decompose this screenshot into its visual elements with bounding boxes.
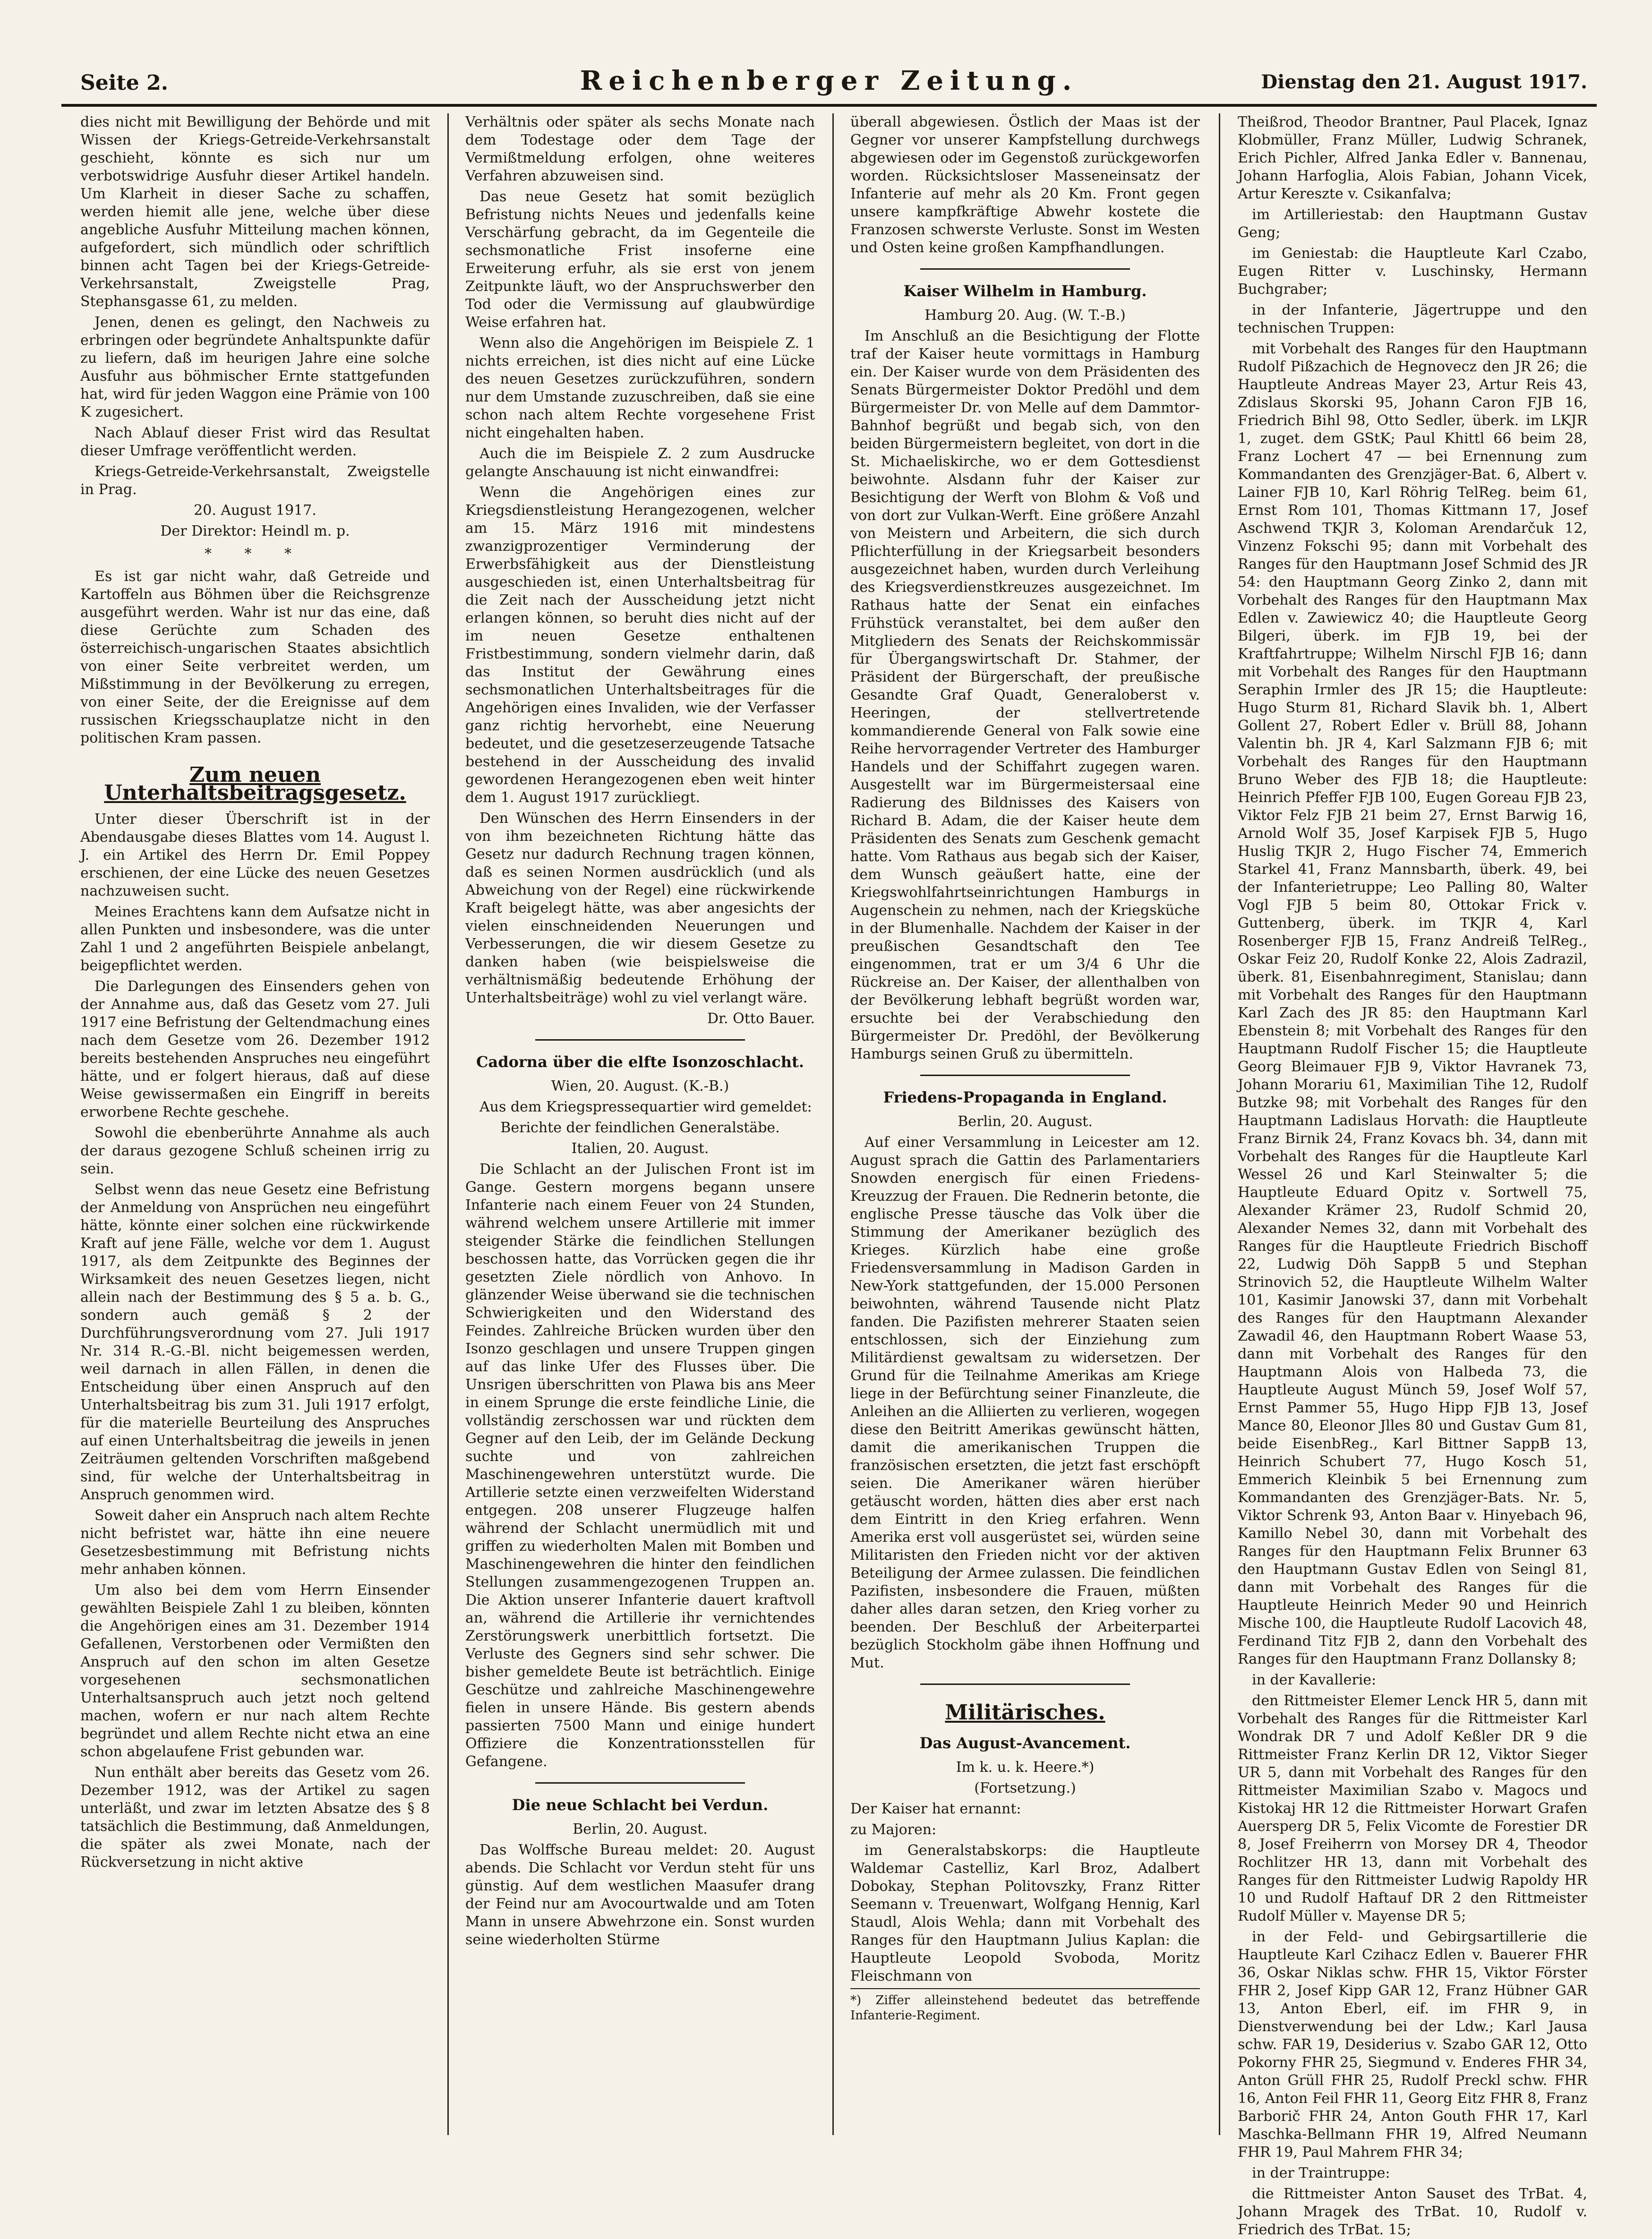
issue-date: Dienstag den 21. August 1917. (1261, 71, 1587, 93)
column-4 (1238, 113, 1587, 2238)
paragraph: Verhältnis oder später als sechs Monate nach dem Todestage oder dem Tage der Vermißtmeldung erfolgen, ohne weiteres Verfahren abzuweisen sind. (465, 114, 815, 184)
footnote: *) Ziffer alleinstehend bedeutet das betreffende Infanterie-Regiment. (850, 1988, 1200, 2023)
paragraph: Meines Erachtens kann dem Aufsatze nicht in allen Punkten und insbesondere, was die unter Zahl 1 und 2 angeführten Beispiele anbelangt, beigepflichtet werden. (80, 904, 430, 974)
column-rule (832, 113, 834, 2135)
paragraph: Das Wolffsche Bureau meldet: 20. August abends. Die Schlacht vor Verdun steht für uns günstig. Auf dem westlichen Maasufer drang der Feind nur am Avocourtwalde und am Toten Mann in unsere Abwehrzone ein. Sonst wurden seine wiederholten Stürme (465, 1842, 815, 1948)
paragraph: dies nicht mit Bewilligung der Behörde und mit Wissen der Kriegs-Getreide-Verkehrsanstalt geschieht, könnte es sich nur um verbotswidrige Ausfuhr dieser Artikel handeln. Um Klarheit in dieser Sache zu schaffen, werden hiemit alle jene, welche über diese angebliche Ausfuhr Mitteilung machen können, aufgefordert, sich mündlich oder schriftlich binnen acht Tagen bei der Kriegs-Getreide-Verkehrsanstalt, Zweigstelle Prag, Stephansgasse 61, zu melden. (80, 114, 430, 310)
author-signature: Dr. Otto Bauer. (707, 1010, 815, 1027)
dateline: Wien, 20. August. (K.-B.) (551, 1078, 729, 1094)
paragraph: Um also bei dem vom Herrn Einsender gewählten Beispiele Zahl 1 zu bleiben, könnten die Angehörigen eines am 31. Dezember 1914 Gefallenen, Verstorbenen oder Vermißten den Anspruch auf den schon im alten Gesetze vorgesehenen sechsmonatlichen Unterhaltsanspruch auch jetzt noch geltend machen, wofern er nur nach altem Rechte begründet und allem Rechte nicht etwa an eine schon abgelaufene Frist gebunden war. (80, 1582, 430, 1760)
paragraph: in der Infanterie, Jägertruppe und den technischen Truppen: (1238, 302, 1587, 336)
column-rule (447, 113, 449, 2135)
page-label: Seite 2. (80, 71, 169, 95)
article-headline: Cadorna über die elfte Isonzoschlacht. (476, 1053, 804, 1071)
paragraph: Soweit daher ein Anspruch nach altem Rechte nicht befristet war, hätte ihn eine neuere Gesetzesbestimmung mit Befristung nichts mehr anhaben können. (80, 1507, 430, 1578)
paragraph: Nach Ablauf dieser Frist wird das Resultat dieser Umfrage veröffentlicht werden. (80, 425, 430, 459)
paragraph: Wenn also die Angehörigen im Beispiele Z. 1 nichts erreichen, ist dies nicht auf eine Lücke des neuen Gesetzes zurückzuführen, sondern nur dem Umstande zuzuschreiben, daß sie eine schon nach altem Rechte vorgesehene Frist nicht eingehalten haben. (465, 335, 815, 441)
paragraph: Jenen, denen es gelingt, den Nachweis zu erbringen oder begründete Anhaltspunkte dafür zu liefern, daß im heurigen Jahre eine solche Ausfuhr aus böhmischer Ernte stattgefunden hat, wird für jeden Waggon eine Prämie von 100 K zugesichert. (80, 314, 430, 420)
paragraph: überall abgewiesen. Östlich der Maas ist der Gegner vor unserer Kampfstellung durchwegs abgewiesen oder im Gegenstoß zurückgeworfen worden. Rücksichtsloser Masseneinsatz der Infanterie auf mehr als 20 Km. Front gegen unsere kampfkräftige Abwehr kostete die Franzosen schwerste Verluste. Sonst im Westen und Osten keine großen Kampfhandlungen. (850, 114, 1200, 256)
paragraph: in der Traintruppe: (1252, 2165, 1390, 2181)
dateline: Italien, 20. August. (571, 1140, 709, 1157)
column-3 (850, 113, 1200, 2135)
article-divider (535, 1782, 745, 1784)
paragraph: Kriegs-Getreide-Verkehrsanstalt, Zweigstelle in Prag. (80, 463, 430, 498)
paragraph: Es ist gar nicht wahr, daß Getreide und Kartoffeln aus Böhmen über die Reichsgrenze ausgeführt werden. Wahr ist nur das eine, daß diese Gerüchte zum Schaden des österreichisch-ungarischen Staates absichtlich von einer Seite verbreitet werden, um Mißstimmung in der Bevölkerung zu erregen, von einer Seite, der die Ereignisse auf dem russischen Kriegsschauplatze nicht in den politischen Kram passen. (80, 568, 430, 746)
newspaper-title: Reichenberger Zeitung. (580, 65, 1079, 96)
article-headline: Die neue Schlacht bei Verdun. (512, 1796, 769, 1814)
column-rule (1219, 113, 1220, 2135)
paragraph: Nun enthält aber bereits das Gesetz vom 26. Dezember 1912, was der Artikel zu sagen unterläßt, und zwar im letzten Absatze des § 8 tatsächlich die Bestimmung, daß Anmeldungen, die später als zwei Monate, nach der Rückversetzung in nicht aktive (80, 1764, 430, 1871)
paragraph: Auf einer Versammlung in Leicester am 12. August sprach die Gattin des Parlamentariers Snowden energisch für einen Friedens-Kreuzzug der Frauen. Die Rednerin betonte, die englische Presse täusche das Volk über die Stimmung der Amerikaner bezüglich des Krieges. Kürzlich habe eine große Friedensversammlung in Madison Garden in New-York stattgefunden, der 15.000 Personen beiwohnten, während Tausende nicht Platz fanden. Die Pazifisten mehrerer Staaten seien entschlossen, sich der Einziehung zum Militärdienst gewaltsam zu widersetzen. Der Grund für die Teilnahme Amerikas am Kriege liege in der Befürchtung seiner Finanzleute, die Anleihen an die Alliierten zu verlieren, wogegen diese den Beitritt Amerikas gewünscht hätten, damit die amerikanischen Truppen die französischen ersetzten, die jetzt fast erschöpft seien. Die Amerikaner wären hierüber getäuscht worden, hätten dies aber erst nach dem Eintritt in den Krieg erfahren. Wenn Amerika erst voll ausgerüstet sei, würden seine Militaristen den Frieden nicht vor der aktiven Beteiligung der Armee zulassen. Die feindlichen Pazifisten, insbesondere die Frauen, müßten daher alles daran setzen, den Krieg vorher zu beenden. Der Beschluß der Arbeiterpartei bezüglich Stockholm gäbe ihnen Hoffnung und Mut. (850, 1134, 1200, 1671)
paragraph: Der Kaiser hat ernannt: (850, 1801, 1021, 1817)
subheading: Im k. u. k. Heere.*) (956, 1759, 1095, 1776)
subheading: Berichte der feindlichen Generalstäbe. (500, 1120, 780, 1136)
column-2 (465, 113, 815, 2135)
article-headline: Kaiser Wilhelm in Hamburg. (903, 282, 1147, 300)
paragraph: mit Vorbehalt des Ranges für den Hauptmann Rudolf Pißzachich de Hegnovecz den JR 26; die Hauptleute Andreas Mayer 23, Artur Reis 43, Zdislaus Skorski 95, Johann Caron FJB 16, Friedrich Bihl 98, Otto Sedler, überk. im LKJR 1, zuget. dem GStK; Paul Khittl 66 beim 28, Franz Lochert 47 — bei Ernennung zum Kommandanten des Grenzjäger-Bat. 6, Albert v. Lainer FJB 10, Karl Röhrig TelReg. beim 61, Ernst Rom 101, Thomas Kittmann 17, Josef Aschwend TKJR 3, Koloman Arendarčuk 12, Vinzenz Fokschi 95; dann mit Vorbehalt des Ranges für den Hauptmann Josef Schmid des JR 54: den Hauptmann Georg Zinko 2, dann mit Vorbehalt des Ranges für den Hauptmann Max Edlen v. Zawiewicz 40; die Hauptleute Georg Bilgeri, überk. im FJB 19, bei der Kraftfahrtruppe; Wilhelm Nirschl FJB 16; dann mit Vorbehalt des Ranges für den Hauptmann Seraphin Irmler des JR 15; die Hauptleute: Hugo Sturm 81, Richard Slavik bh. 1, Albert Gollent 27, Robert Edler v. Brüll 88, Johann Valentin bh. JR 4, Karl Salzmann FJB 6; mit Vorbehalt des Ranges für den Hauptmann Bruno Weber des FJB 18; die Hauptleute: Heinrich Pfeffer FJB 100, Eugen Goreau FJB 23, Viktor Felz FJB 21 beim 27, Ernst Barwig 16, Arnold Wolf 35, Josef Karpisek FJB 5, Hugo Huslig TKJR 2, Hugo Fischer 74, Emmerich Starkel 41, Franz Mannsbarth, überk. 49, bei der Infanterietruppe; Leo Palling 80, Walter Vogl FJB 5 beim 80, Ottokar Frick v. Guttenberg, überk. im TKJR 4, Karl Rosenberger FJB 15, Franz Andreiß TelReg., Oskar Feiz 20, Rudolf Konke 22, Alois Zadrazil, überk. 81, Eisenbahnregiment, Stanislau; dann mit Vorbehalt des Ranges für den Hauptmann Karl Zach des JR 85: den Hauptmann Karl Ebenstein 8; mit Vorbehalt des Ranges für den Hauptmann Rudolf Fischer 15; die Hauptleute Georg Bleimauer FJB 9, Viktor Havranek 73, Johann Morariu 61, Maximilian Tihe 12, Rudolf Butzke 98; mit Vorbehalt des Ranges für den Hauptmann Ladislaus Horvath: die Hauptleute Franz Birnik 24, Franz Kovacs bh. 34, dann mit Vorbehalt des Ranges für die Hauptleute Karl Wessel 26 und Karl Steinwalter 5; die Hauptleute Eduard Opitz v. Sortwell 75, Alexander Krämer 23, Rudolf Schmid 20, Alexander Nemes 32, dann mit Vorbehalt des Ranges für die Hauptleute Friedrich Bischoff 22, Ludwig Döh SappB 5 und Stephan Strinovich 52, die Hauptleute Wilhelm Walter 101, Kasimir Janowski 37, dann mit Vorbehalt des Ranges für den Hauptmann Alexander Zawadil 46, den Hauptmann Robert Waase 53, dann mit Vorbehalt des Ranges für den Hauptmann Alois von Halbeda 73, die Hauptleute August Münch 59, Josef Wolf 57, Ernst Pammer 55, Hugo Hipp FJB 13, Josef Mance 80, Eleonor Jlles 80 und Gustav Gum 81, beide EisenbReg., Karl Bittner SappB 13, Heinrich Schubert 77, Hugo Kosch 51, Emmerich Kleinbik 5 bei Ernennung zum Kommandanten des Grenzjäger-Bats. Nr. 5, Viktor Schrenk 93, Anton Baar v. Hinyebach 96, Kamillo Nebel 30, dann mit Vorbehalt des Ranges für den Hauptmann Felix Brunner 63 den Hauptmann Gustav Edlen von Seingl 81, dann mit Vorbehalt des Ranges für die Hauptleute Heinrich Meder 90 und Heinrich Mische 100, die Hauptleute Rudolf Lacovich 48, Ferdinand Titz FJB 2, dann den Vorbehalt des Ranges für den Hauptmann Franz Dollansky 8; (1238, 341, 1587, 1667)
paragraph: Wenn die Angehörigen eines zur Kriegsdienstleistung Herangezogenen, welcher am 15. März 1916 mit mindestens zwanzigprozentiger Verminderung der Erwerbsfähigkeit aus der Dienstleistung ausgeschieden ist, einen Unterhaltsbeitrag für die Zeit nach der Ausscheidung jetzt nicht erlangen können, so beruht dies nicht auf der im neuen Gesetze enthaltenen Fristbestimmung, sondern vielmehr darin, daß das Institut der Gewährung eines sechsmonatlichen Unterhaltsbeitrages für die Angehörigen eines Invaliden, wie der Verfasser ganz richtig hervorhebt, eine Neuerung bedeutet, und die gesetzeserzeugende Tatsache bestehend in der Ausscheidung des invalid gewordenen Herangezogenen eben weit hinter dem 1. August 1917 zurückliegt. (465, 484, 815, 806)
paragraph: Theißrod, Theodor Brantner, Paul Placek, Ignaz Klobmüller, Franz Müller, Ludwig Schranek, Erich Pichler, Alfred Janka Edler v. Bannenau, Johann Harfoglia, Alois Fabian, Johann Vicek, Artur Kereszte v. Csikanfalva; (1238, 114, 1587, 202)
paragraph: in der Kavallerie: (1252, 1672, 1377, 1688)
article-divider (920, 1684, 1130, 1685)
dateline: 20. August 1917. (194, 502, 317, 519)
paragraph: Die Schlacht an der Julischen Front ist im Gange. Gestern morgens begann unsere Infanterie nach einem Feuer von 24 Stunden, während welchem unsere Artillerie mit immer steigender Stärke die feindlichen Stellungen beschossen hatte, das Vorrücken gegen die ihr gesetzten Ziele nördlich von Anhovo. In glänzender Weise überwand sie die technischen Schwierigkeiten und den Widerstand des Feindes. Zahlreiche Brücken wurden über den Isonzo geschlagen und unsere Truppen gingen auf das linke Ufer des Flusses über. Die Unsrigen überschritten von Plawa bis ans Meer in einem Sprunge die erste feindliche Linie, die vollständig zerschossen war und rückten dem Gegner auf den Leib, der im Gelände Deckung suchte und von zahlreichen Maschinengewehren unterstützt wurde. Die Artillerie setzte einen verzweifelten Widerstand entgegen. 208 unserer Flugzeuge halfen während der Schlacht unermüdlich mit und griffen zu wiederholten Malen mit Bomben und Maschinengewehren die hinter den feindlichen Stellungen zusammengezogenen Truppen an. Die Aktion unserer Infanterie dauert kraftvoll an, während die Artillerie ihr vernichtendes Zerstörungswerk unerbittlich fortsetzt. Die Verluste des Gegners sind sehr schwer. Die bisher gemeldete Beute ist beträchtlich. Einige Geschütze und zahlreiche Maschinengewehre fielen in unsere Hände. Bis gestern abends passierten 7500 Mann und einige hundert Offiziere die Konzentrationsstellen für Gefangene. (465, 1161, 815, 1770)
continuation-note: (Fortsetzung.) (974, 1780, 1076, 1796)
separator-stars: * * * (204, 546, 306, 562)
paragraph: die Rittmeister Anton Sauset des TrBat. 4, Johann Mragek des TrBat. 10, Rudolf v. Friedrich des TrBat. 15; (1238, 2186, 1587, 2238)
column-1 (80, 113, 430, 2135)
paragraph: Sowohl die ebenberührte Annahme als auch der daraus gezogene Schluß scheinen irrig zu sein. (80, 1125, 430, 1177)
article-headline: Zum neuen Unterhaltsbeitragsgesetz. (104, 763, 406, 805)
paragraph: Das neue Gesetz hat somit bezüglich Befristung nichts Neues und jedenfalls keine Verschärfung gebracht, da im Gegenteile die sechsmonatliche Frist insoferne eine Erweiterung erfuhr, als sie erst von jenem Zeitpunkte läuft, wo der Anspruchswerber den Tod oder die Vermissung auf glaubwürdige Weise erfahren hat. (465, 188, 815, 331)
paragraph: im Artilleriestab: den Hauptmann Gustav Geng; (1238, 206, 1587, 241)
section-headline: Militärisches. (945, 1701, 1105, 1725)
article-divider (920, 268, 1130, 270)
dateline: Berlin, 20. August. (573, 1821, 708, 1837)
paragraph: Selbst wenn das neue Gesetz eine Befristung der Anmeldung von Ansprüchen neu eingeführt hätte, könnte einer solchen eine rückwirkende Kraft auf jene Fälle, welche vor dem 1. August 1917, als dem Zeitpunkte des Beginnes der Wirksamkeit des neuen Gesetzes liegen, nicht allein nach der Bestimmung des § 5 a. b. G., sondern auch gemäß § 2 der Durchführungsverordnung vom 27. Juli 1917 Nr. 314 R.-G.-Bl. nicht beigemessen werden, weil darnach in allen Fällen, in denen die Entscheidung über einen Anspruch auf den Unterhaltsbeitrag bis zum 31. Juli 1917 erfolgt, für die materielle Beurteilung des Anspruches auf einen Unterhaltsbeitrag die jeweils in jenen Zeiträumen geltenden Vorschriften maßgebend sind, für welche der Unterhaltsbeitrag in Anspruch genommen wird. (80, 1181, 430, 1503)
paragraph: Aus dem Kriegspressequartier wird gemeldet: (479, 1099, 812, 1115)
signature: Der Direktor: Heindl m. p. (160, 523, 350, 539)
paragraph: im Generalstabskorps: die Hauptleute Waldemar Castelliz, Karl Broz, Adalbert Dobokay, Stephan Politovszky, Franz Ritter Seemann v. Treuenwart, Wolfgang Hennig, Karl Staudl, Alois Wehla; dann mit Vorbehalt des Ranges für den Hauptmann Julius Kaplan: die Hauptleute Leopold Svoboda, Moritz Fleischmann von (850, 1842, 1200, 1984)
paragraph: im Geniestab: die Hauptleute Karl Czabo, Eugen Ritter v. Luschinsky, Hermann Buchgraber; (1238, 245, 1587, 298)
paragraph: zu Majoren: (850, 1821, 937, 1838)
dateline: Berlin, 20. August. (958, 1113, 1093, 1130)
article-divider (920, 1075, 1130, 1076)
paragraph: in der Feld- und Gebirgsartillerie die Hauptleute Karl Czihacz Edlen v. Bauerer FHR 36, Oskar Niklas schw. FHR 15, Viktor Förster FHR 2, Josef Kipp GAR 12, Franz Hübner GAR 13, Anton Eberl, eif. im FHR 9, in Dienstverwendung bei der Ldw.; Karl Jausa schw. FAR 19, Desiderius v. Szabo GAR 12, Otto Pokorny FHR 25, Siegmund v. Enderes FHR 34, Anton Grüll FHR 25, Rudolf Preckl schw. FHR 16, Anton Feil FHR 11, Georg Eitz FHR 8, Franz Barborič FHR 24, Anton Gouth FHR 17, Karl Maschka-Bellmann FHR 19, Alfred Neumann FHR 19, Paul Mahrem FHR 34; (1238, 1929, 1587, 2161)
dateline: Hamburg 20. Aug. (W. T.-B.) (924, 307, 1126, 324)
paragraph: Auch die im Beispiele Z. 2 zum Ausdrucke gelangte Anschauung ist nicht einwandfrei: (465, 445, 815, 480)
masthead (61, 61, 1597, 107)
paragraph: Die Darlegungen des Einsenders gehen von der Annahme aus, daß das Gesetz vom 27. Juli 1917 eine Befristung der Geltendmachung eines nach dem Gesetze vom 26. Dezember 1912 bereits bestehenden Anspruches neu eingeführt hätte, und er folgert hieraus, daß auf diese Weise gewissermaßen ein Eingriff in bereits erworbene Rechte geschehe. (80, 978, 430, 1120)
paragraph: Im Anschluß an die Besichtigung der Flotte traf der Kaiser heute vormittags in Hamburg ein. Der Kaiser wurde von dem Präsidenten des Senats Bürgermeister Doktor Predöhl und dem Bürgermeister Dr. von Melle auf dem Dammtor-Bahnhof begrüßt und begab sich, von den beiden Bürgermeistern begleitet, von dort in die St. Michaeliskirche, wo er dem Gottesdienst beiwohnte. Alsdann fuhr der Kaiser zur Besichtigung der Werft von Blohm & Voß und von dort zur Vulkan-Werft. Eine größere Anzahl von Meistern und Arbeitern, die sich durch Pflichterfüllung in der Kriegsarbeit besonders ausgezeichnet haben, wurden durch Verleihung des Kriegsverdienstkreuzes ausgezeichnet. Im Rathaus hatte der Senat ein einfaches Frühstück veranstaltet, bei dem außer den Mitgliedern des Senats der Reichskommissär für Übergangswirtschaft Dr. Stahmer, der Präsident der Bürgerschaft, der preußische Gesandte Graf Quadt, Generaloberst v. Heeringen, der stellvertretende kommandierende General von Falk sowie eine Reihe hervorragender Vertreter des Hamburger Handels und der Schiffahrt zugegen waren. Ausgestellt war im Bürgermeistersaal eine Radierung des Bildnisses des Kaisers von Richard B. Adam, die der Kaiser heute dem Präsidenten des Senats zum Geschenk gemacht hatte. Vom Rathaus aus begab sich der Kaiser, dem Wunsch geäußert hatte, eine der Kriegswohlfahrtseinrichtungen Hamburgs in Augenschein zu nehmen, nach der Kriegsküche in der Blumenhalle. Nachdem der Kaiser in der preußischen Gesandtschaft den Tee eingenommen, trat er um 3/4 6 Uhr die Rückreise an. Der Kaiser, der allenthalben von der Bevölkerung lebhaft begrüßt worden war, ersuchte bei der Verabschiedung den Bürgermeister Dr. Predöhl, der Bevölkerung Hamburgs seinen Gruß zu übermitteln. (850, 328, 1200, 1062)
article-headline: Das August-Avancement. (919, 1734, 1131, 1752)
article-divider (535, 1039, 745, 1041)
paragraph: Unter dieser Überschrift ist in der Abendausgabe dieses Blattes vom 14. August l. J. ein Artikel des Herrn Dr. Emil Poppey erschienen, der eine Lücke des neuen Gesetzes nachzuweisen sucht. (80, 811, 430, 899)
article-headline: Friedens-Propaganda in England. (883, 1088, 1167, 1106)
paragraph: den Rittmeister Elemer Lenck HR 5, dann mit Vorbehalt des Ranges für die Rittmeister Karl Wondrak DR 7 und Adolf Keßler DR 9 die Rittmeister Franz Kerlin DR 12, Viktor Sieger UR 5, dann mit Vorbehalt des Ranges für den Rittmeister Maximilian Szabo v. Magocs und Kistokaj HR 12 die Rittmeister Horwart Grafen Auersperg DR 5, Felix Vicomte de Forestier DR 8, Josef Freiherrn von Morsey DR 4, Theodor Rochlitzer HR 13, dann mit Vorbehalt des Ranges für den Rittmeister Ludwig Rapoldy HR 10 und Rudolf Haftauf DR 2 den Rittmeister Rudolf Müller v. Mayense DR 5; (1238, 1692, 1587, 1924)
paragraph: Den Wünschen des Herrn Einsenders in der von ihm bezeichneten Richtung hätte das Gesetz nur dadurch Rechnung tragen können, daß es seinen Normen ausdrücklich (und als Abweichung von der Regel) eine rückwirkende Kraft beigelegt hätte, was aber angesichts der vielen einschneidenden Neuerungen und Verbesserungen, die wir diesem Gesetze zu danken haben (wie beispielsweise die verhältnismäßig bedeutende Erhöhung der Unterhaltsbeiträge) wohl zu viel verlangt wäre. (465, 810, 815, 1006)
